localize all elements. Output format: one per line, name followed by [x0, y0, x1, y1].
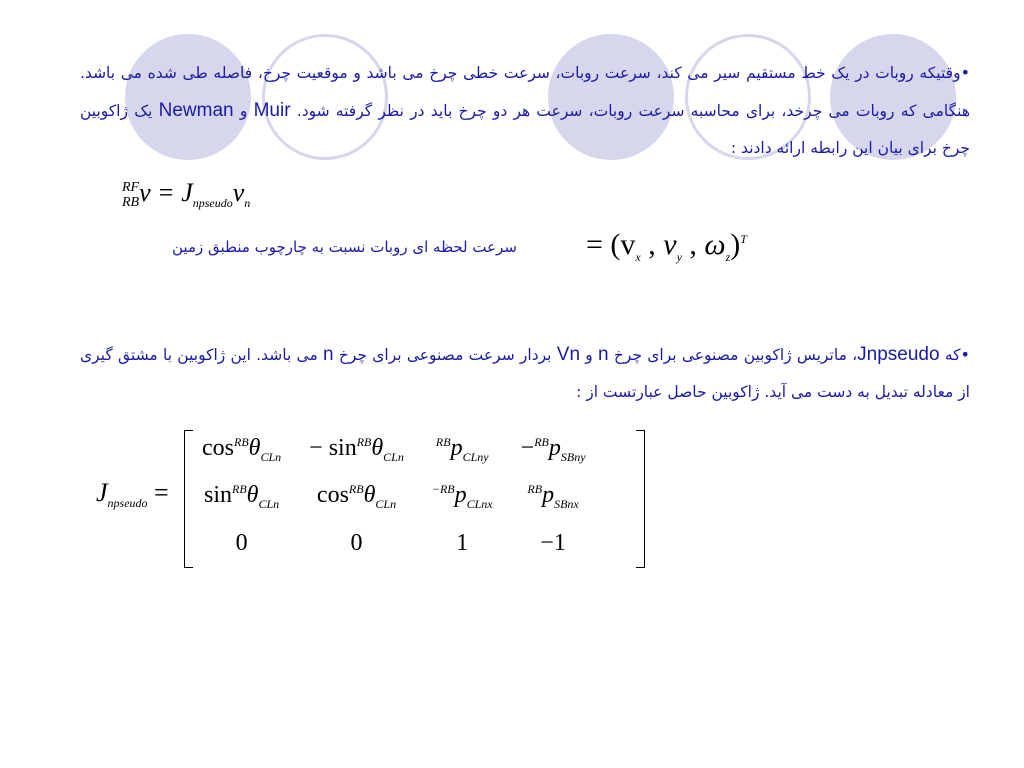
p2-n2: n — [323, 344, 334, 365]
m-r3c1: 0 — [235, 530, 248, 556]
m-r1c1: $\cos^{RB}\theta_{CLn}$ — [202, 434, 282, 464]
eq1-j-sub: npseudo — [192, 196, 233, 211]
p2-vn: Vn — [556, 344, 581, 365]
p2-t2: ، ماتریس ژاکوبین مصنوعی برای چرخ — [613, 346, 858, 364]
eq2-sub-x: x — [635, 250, 641, 264]
p2-t1: که — [944, 346, 961, 364]
m-r2c2: $\cos^{RB}\theta_{CLn}$ — [316, 481, 397, 511]
equation-2 — [586, 228, 747, 265]
m-r1c4: $-^{RB}p_{SBny}$ — [520, 434, 586, 464]
eq2-omega: ω — [704, 228, 726, 261]
matrix-eq: = — [154, 478, 169, 507]
p2-t5: می باشد. این ژاکوبین با مشتق گیری از معادله تبدیل به دست می آید. ژاکوبین حاصل عبارتست از : — [80, 346, 970, 401]
p2-n1: n — [598, 344, 609, 365]
eq1-lhs: v = J — [139, 178, 193, 207]
eq1-pre-sup: RF — [122, 180, 140, 196]
eq2-comma-1: , — [640, 228, 664, 261]
matrix-lhs-sub: npseudo — [107, 496, 148, 511]
matrix-lhs: J — [96, 478, 108, 507]
eq2-sup-t: T — [740, 232, 747, 246]
matrix-right-bracket — [636, 430, 645, 568]
m-r2c4: $^{RB}p_{SBnx}$ — [527, 481, 579, 511]
paragraph-2 — [80, 336, 970, 411]
m-r2c3: $^{-RB}p_{CLnx}$ — [431, 481, 493, 511]
p2-jnpseudo: Jnpseudo — [857, 344, 940, 365]
eq2-sub-z: z — [725, 250, 731, 264]
m-r3c2: 0 — [350, 530, 363, 556]
paragraph-1 — [80, 54, 970, 167]
p2-t3: و — [585, 346, 593, 364]
paragraph-1-text-b: یک ژاکوبین چرخ برای بیان این رابطه ارائه دادند : — [80, 102, 970, 157]
bullet-2: • — [960, 345, 970, 364]
jacobian-matrix-equation — [96, 426, 656, 568]
eq2-open: = (v — [586, 228, 636, 261]
eq2-sub-y: y — [676, 250, 682, 264]
p2-t4: بردار سرعت مصنوعی برای چرخ — [338, 346, 552, 364]
matrix-row-1 — [188, 426, 600, 473]
m-r2c1: $\sin^{RB}\theta_{CLn}$ — [203, 481, 280, 511]
bullet: • — [960, 63, 970, 82]
eq2-vy: v — [663, 228, 677, 261]
velocity-label: سرعت لحظه ای روبات نسبت به چارچوب منطبق زمین — [172, 238, 517, 256]
paragraph-1-text-a: وقتیکه روبات در یک خط مستقیم سیر می کند، سرعت روبات، سرعت خطی چرخ می باشد و موقعیت چرخ، فاصله طی شده می باشد. هنگامی که روبات می چرخد، برای محاسبه سرعت روبات، سرعت هر دو چرخ باید در نظر گرفته شود. — [80, 64, 971, 120]
eq1-pre-sub: RB — [122, 195, 140, 211]
eq1-rhs-sub: n — [244, 196, 251, 211]
m-r3c4: −1 — [540, 530, 566, 556]
matrix-table — [188, 426, 600, 567]
name-newman: Newman — [158, 100, 234, 121]
m-r3c3: 1 — [456, 530, 469, 556]
name-muir: Muir — [253, 100, 291, 121]
conjunction: و — [239, 102, 248, 120]
eq2-close: ) — [730, 228, 741, 261]
equation-1 — [122, 178, 250, 211]
matrix-row-3 — [188, 520, 600, 567]
m-r1c3: $^{RB}p_{CLny}$ — [435, 434, 489, 464]
eq1-rhs: v — [232, 178, 245, 207]
matrix-row-2 — [188, 473, 600, 520]
m-r1c2: − $\sin^{RB}\theta_{CLn}$ — [309, 434, 404, 464]
eq2-comma-2: , — [681, 228, 705, 261]
